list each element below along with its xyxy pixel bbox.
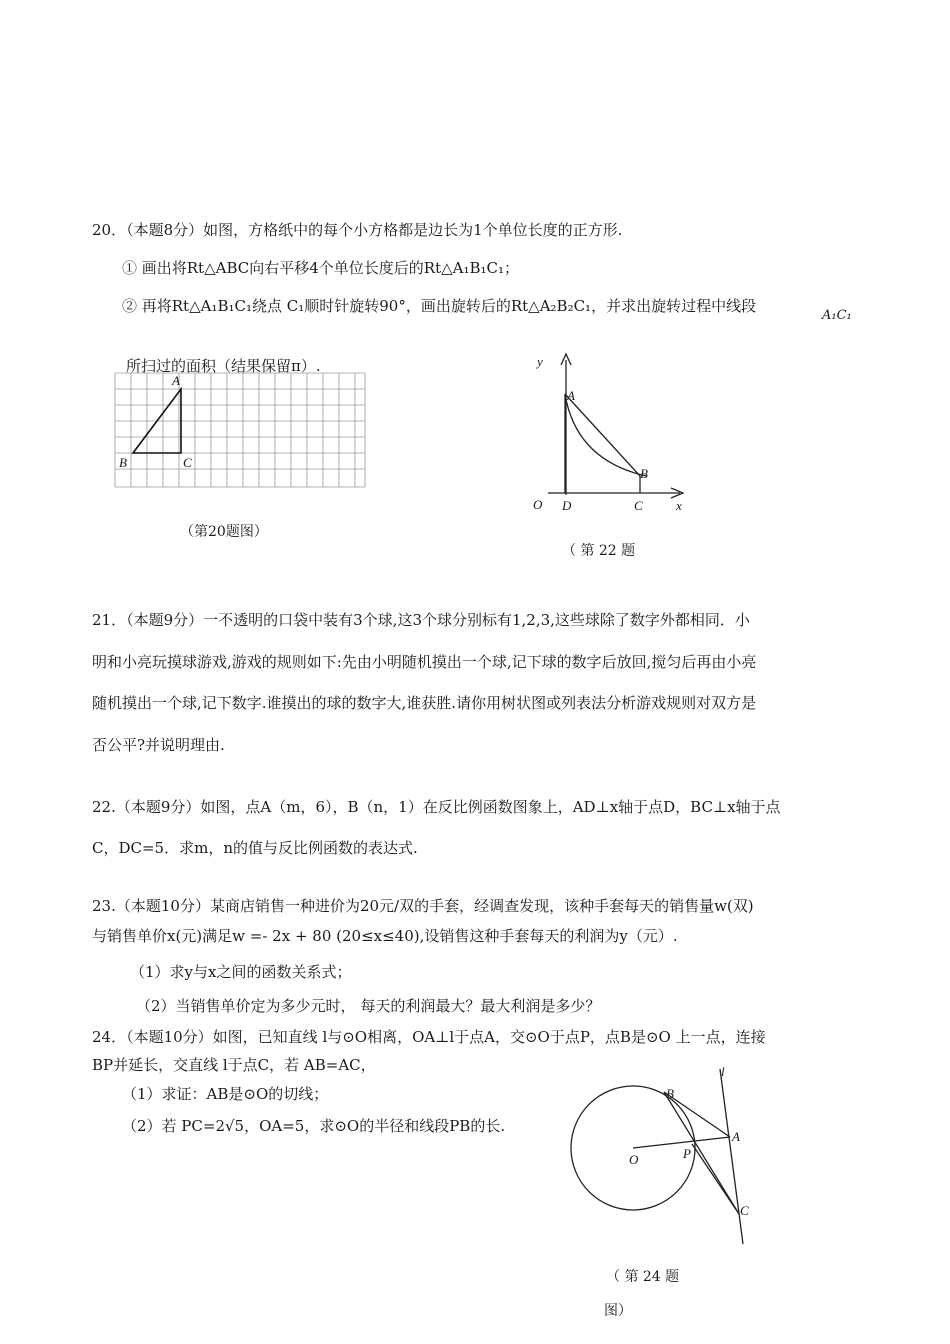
q20-step-2: ② 再将Rt△A₁B₁C₁绕点 C₁顺时针旋转90°，画出旋转后的Rt△A₂B₂C₁，并求出旋转过程中线段 [122, 297, 757, 315]
label-c: C [183, 455, 192, 470]
q24-caption: （ 第 24 题 [606, 1269, 680, 1285]
label-o: O [533, 497, 543, 512]
label-y: y [537, 354, 543, 369]
q23-line-1: 23.（本题10分）某商店销售一种进价为20元/双的手套，经调查发现，该种手套每天的销售量w(双) [92, 897, 754, 915]
label-b: B [640, 466, 648, 481]
label-p: P [683, 1146, 691, 1161]
grid-lines [115, 373, 365, 487]
label-b: B [666, 1086, 674, 1101]
q21-line-3: 随机摸出一个球,记下数字.谁摸出的球的数字大,谁获胜.请你用树状图或列表法分析游戏规则对双方是 [92, 694, 757, 712]
q24-part-2: （2）若 PC=2√5，OA=5，求⊙O的半径和线段PB的长. [122, 1117, 506, 1135]
q24-figure [566, 1064, 756, 1248]
q20-step-1: ① 画出将Rt△ABC向右平移4个单位长度后的Rt△A₁B₁C₁； [122, 259, 520, 277]
q20-caption: （第20题图） [180, 524, 268, 540]
label-o: O [629, 1152, 639, 1167]
q22-figure [528, 348, 698, 523]
label-d: D [562, 498, 572, 513]
q22-line-1: 22.（本题9分）如图，点A（m，6），B（n，1）在反比例函数图象上，AD⊥x轴于点D，BC⊥x轴于点 [92, 798, 781, 816]
q20-heading: 20．（本题8分）如图，方格纸中的每个小方格都是边长为1个单位长度的正方形. [92, 221, 623, 239]
label-c: C [634, 498, 643, 513]
q24-line-2: BP并延长，交直线 l于点C，若 AB=AC， [92, 1056, 376, 1074]
q20-step-3: 所扫过的面积（结果保留π）. [126, 357, 321, 375]
hyperbola-curve [565, 394, 646, 476]
q20-segment-label: A₁C₁ [822, 308, 852, 323]
q21-line-1: 21．（本题9分）一不透明的口袋中装有3个球,这3个球分别标有1,2,3,这些球除了数字外都相同．小 [92, 611, 750, 629]
label-x: x [676, 498, 682, 513]
q24-part-1: （1）求证：AB是⊙O的切线； [122, 1085, 329, 1103]
label-a: A [732, 1129, 740, 1144]
q21-line-4: 否公平?并说明理由. [92, 736, 225, 754]
q23-part-1: （1）求y与x之间的函数关系式； [130, 963, 352, 981]
q24-line-1: 24．（本题10分）如图，已知直线 l与⊙O相离，OA⊥l于点A，交⊙O于点P，点B是⊙O 上一点，连接 [92, 1028, 766, 1046]
q23-part-2: （2）当销售单价定为多少元时， 每天的利润最大？最大利润是多少？ [136, 997, 601, 1015]
label-b: B [119, 455, 127, 470]
q21-line-2: 明和小亮玩摸球游戏,游戏的规则如下:先由小明随机摸出一个球,记下球的数字后放回,搅匀后再由小亮 [92, 653, 757, 671]
q22-caption: （ 第 22 题 [562, 543, 636, 559]
label-a: A [567, 388, 575, 403]
q24-caption-end: 图） [604, 1303, 632, 1319]
label-l: l [721, 1064, 725, 1079]
q23-line-2: 与销售单价x(元)满足w =- 2x + 80 (20≤x≤40),设销售这种手套每天的利润为y（元）. [92, 927, 678, 945]
q20-grid-figure [112, 370, 368, 492]
label-a: A [172, 373, 180, 388]
q22-line-2: C，DC=5．求m，n的值与反比例函数的表达式. [92, 839, 418, 857]
label-c: C [740, 1203, 749, 1218]
